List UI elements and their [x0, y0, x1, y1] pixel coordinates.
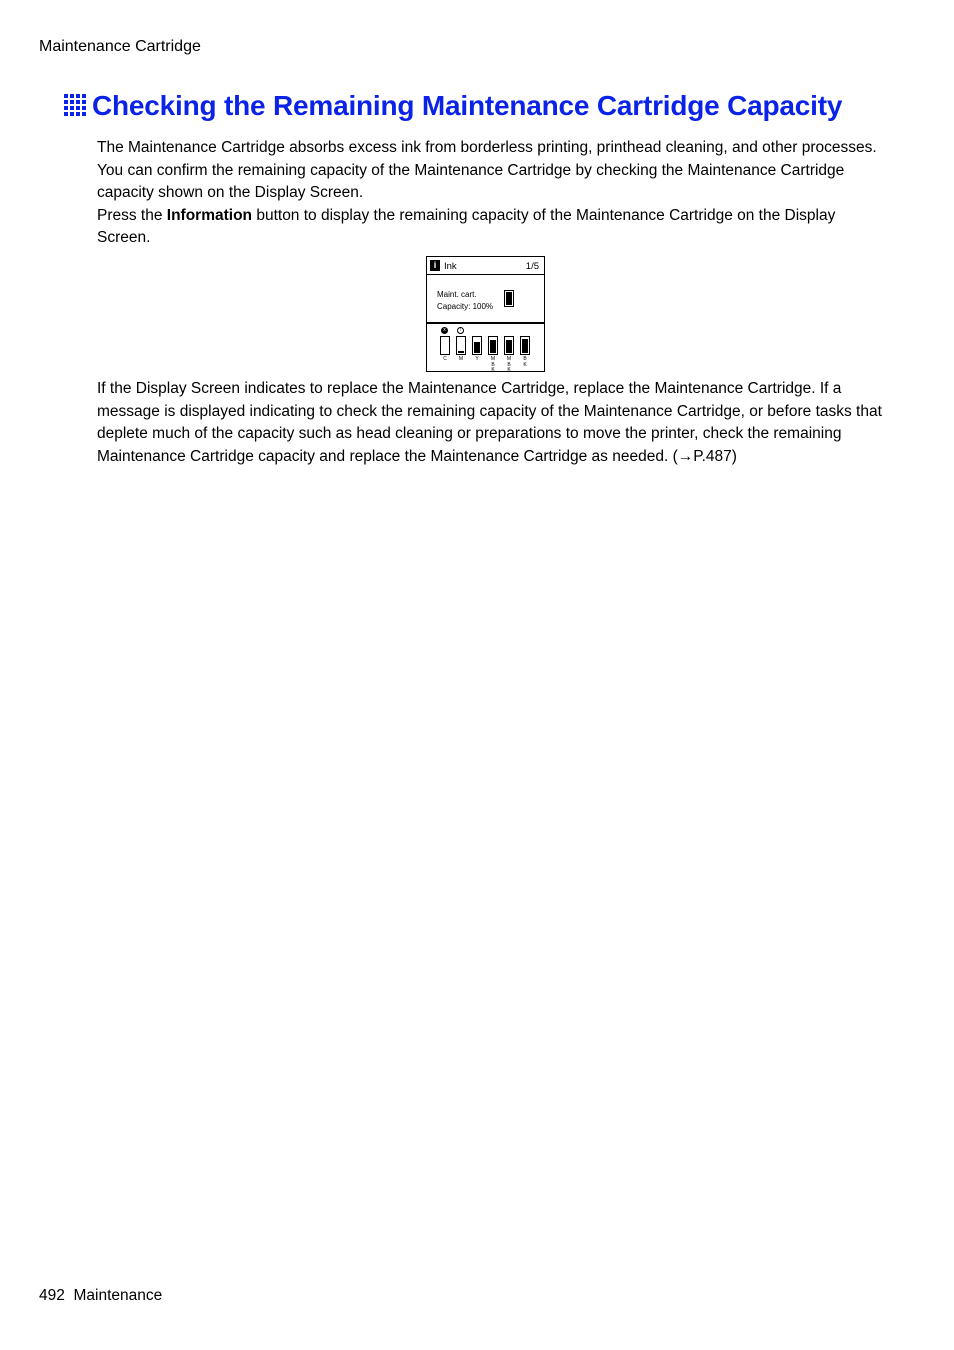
ink-level-fill	[474, 342, 480, 353]
ink-level-fill	[490, 340, 496, 353]
ink-warning-icon: !	[457, 327, 464, 334]
press-text-after: button to display the remaining capacity of the Maintenance Cartridge on the Display Screen.	[97, 206, 836, 246]
display-title-bar	[427, 257, 544, 275]
ink-level-fill	[506, 340, 512, 353]
display-maintenance-section	[427, 276, 544, 324]
page-number: 492	[39, 1287, 65, 1304]
ink-tank-2	[454, 326, 468, 371]
page-title: Checking the Remaining Maintenance Cartridge Capacity	[92, 90, 843, 121]
ink-label: M	[458, 356, 464, 362]
ink-empty-icon: x	[441, 327, 448, 334]
ink-level-fill	[522, 339, 528, 353]
ink-tank-1	[438, 326, 452, 371]
intro-paragraph	[97, 137, 887, 250]
ink-tank-4	[486, 326, 500, 371]
replacement-paragraph: If the Display Screen indicates to replace the Maintenance Cartridge, replace the Maintenance Cartridge. If a message is displayed indicating to check the remaining capacity of the Maintenance Cartridge, or before tasks that deplete much of the capacity such as head cleaning or preparations to move the printer, check the remaining Maintenance Cartridge capacity and replace the Maintenance Cartridge as needed. (→P.487)	[97, 380, 882, 465]
ink-label: Y	[475, 356, 479, 362]
footer-section: Maintenance	[73, 1287, 163, 1304]
ink-tank-6	[518, 326, 532, 371]
display-title: Ink	[444, 261, 457, 272]
ink-label: C	[443, 356, 447, 362]
display-maint-label: Maint. cart.	[437, 290, 477, 299]
page-footer	[39, 1286, 162, 1306]
information-icon: i	[430, 260, 440, 271]
ink-tank-outline	[504, 336, 514, 355]
ink-tank-outline	[440, 336, 450, 355]
display-screen-illustration	[426, 256, 545, 372]
press-text-before: Press the	[97, 206, 167, 224]
display-page-indicator: 1/5	[525, 261, 539, 272]
section-grid-icon	[64, 94, 88, 118]
ink-label: B K	[523, 356, 527, 368]
ink-tank-3	[470, 326, 484, 371]
ink-tank-outline	[520, 336, 530, 355]
section-heading	[64, 89, 842, 123]
maintenance-cartridge-icon	[504, 290, 514, 307]
intro-text: The Maintenance Cartridge absorbs excess ink from borderless printing, printhead cleaning, and other processes. You can confirm the remaining capacity of the Maintenance Cartridge by checking the Maintenance Cartridge capacity shown on the Display Screen.	[97, 139, 877, 201]
ink-tank-outline	[456, 336, 466, 355]
ink-level-fill	[458, 351, 464, 353]
ink-tank-outline	[488, 336, 498, 355]
running-head: Maintenance Cartridge	[39, 38, 201, 55]
information-button-name: Information	[166, 206, 253, 224]
ink-label: M B K	[490, 356, 496, 373]
ink-label: M B K	[506, 356, 512, 373]
display-capacity-label: Capacity: 100%	[437, 302, 494, 311]
ink-tank-5	[502, 326, 516, 371]
ink-levels-row	[427, 326, 544, 371]
ink-tank-outline	[472, 336, 482, 355]
